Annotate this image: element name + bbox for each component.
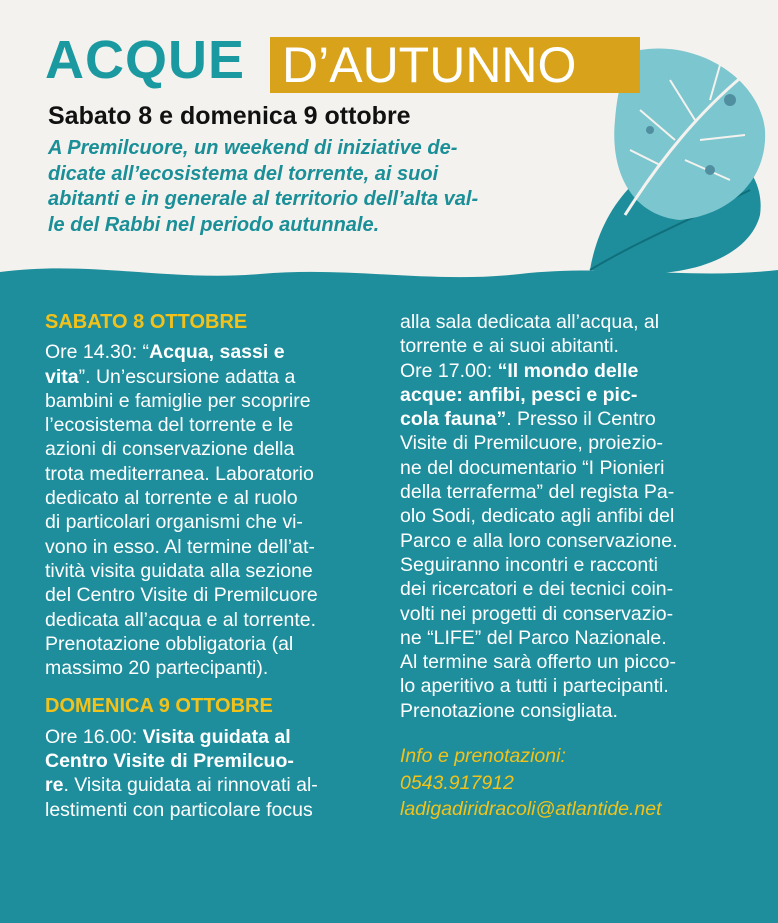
text-line: Al termine sarà offerto un picco-	[400, 651, 677, 674]
text-line: trota mediterranea. Laboratorio	[45, 462, 314, 485]
bold-span: vita	[45, 365, 79, 388]
bold-span: cola fauna”	[400, 408, 507, 431]
text-line: bambini e famiglie per scoprire	[45, 389, 311, 412]
text-line: ne “LIFE” del Parco Nazionale.	[400, 626, 667, 649]
text-line: vono in esso. Al termine dell’at-	[45, 535, 315, 558]
text-line	[45, 725, 380, 749]
text-line: di particolari organismi che vi-	[45, 511, 303, 534]
text-line: l’ecosistema del torrente e le	[45, 414, 294, 437]
text-line: Parco e alla loro conservazione.	[400, 529, 678, 552]
text-line: azioni di conservazione della	[45, 438, 295, 461]
text-line: ne del documentario “I Pionieri	[400, 456, 665, 479]
text-span: ”. Un’escursione adatta a	[78, 365, 296, 388]
text-line: alla sala dedicata all’acqua, al	[400, 311, 660, 333]
intro-paragraph	[48, 136, 568, 238]
text-line: della terraferma” del regista Pa-	[400, 481, 675, 504]
text-line: torrente e ai suoi abitanti.	[400, 335, 619, 358]
intro-line: A Premilcuore, un weekend di iniziative de-	[48, 137, 458, 159]
bold-span: Acqua, sassi e	[149, 341, 285, 364]
intro-line: le del Rabbi nel periodo autunnale.	[48, 213, 380, 236]
text-span: Ore 17.00:	[400, 359, 498, 382]
text-line: dedicato al torrente e al ruolo	[45, 487, 298, 510]
text-line: Prenotazione consigliata.	[400, 699, 618, 722]
left-column	[45, 310, 380, 822]
text-line: Seguiranno incontri e racconti	[400, 553, 658, 576]
saturday-heading: SABATO 8 OTTOBRE	[45, 311, 248, 333]
info-email[interactable]: ladigadiridracoli@atlantide.net	[400, 798, 662, 821]
info-block	[400, 743, 740, 823]
text-line: Centro Visite di Premilcuo-	[45, 750, 294, 773]
text-line	[45, 773, 380, 797]
text-line: dei ricercatori e dei tecnici coin-	[400, 578, 674, 601]
bold-span: Visita guidata al	[142, 725, 291, 748]
text-line: dedicata all’acqua e al torrente.	[45, 608, 317, 631]
event-dates: Sabato 8 e domenica 9 ottobre	[48, 102, 411, 130]
text-line: Prenotazione obbligatoria (al	[45, 632, 294, 655]
text-line: lo aperitivo a tutti i partecipanti.	[400, 675, 669, 698]
text-span: Ore 16.00:	[45, 725, 143, 748]
text-line	[45, 365, 380, 389]
text-line: del Centro Visite di Premilcuore	[45, 584, 318, 607]
bold-span: “Il mondo delle	[497, 359, 639, 382]
info-label: Info e prenotazioni:	[400, 745, 566, 768]
text-span: . Presso il Centro	[506, 408, 656, 431]
text-line: acque: anfibi, pesci e pic-	[400, 383, 638, 406]
text-span: Ore 14.30: “	[45, 341, 150, 364]
text-line: olo Sodi, dedicato agli anfibi del	[400, 505, 675, 528]
text-span: . Visita guidata ai rinnovati al-	[63, 774, 318, 797]
title-autunno: D’AUTUNNO	[270, 37, 640, 93]
right-column	[400, 310, 740, 823]
info-phone[interactable]: 0543.917912	[400, 771, 514, 794]
text-line	[400, 359, 740, 383]
text-line: lestimenti con particolare focus	[45, 798, 313, 821]
bold-span: re	[45, 774, 64, 797]
text-line	[45, 340, 380, 364]
text-line: massimo 20 partecipanti).	[45, 657, 269, 680]
intro-line: dicate all’ecosistema del torrente, ai suoi	[48, 162, 439, 185]
text-line	[400, 407, 740, 431]
title-acque: ACQUE	[45, 30, 246, 90]
text-line: Visite di Premilcuore, proiezio-	[400, 432, 663, 455]
intro-line: abitanti e in generale al territorio dell’alta val-	[48, 188, 479, 210]
text-line: volti nei progetti di conservazio-	[400, 602, 674, 625]
sunday-heading: DOMENICA 9 OTTOBRE	[45, 695, 273, 718]
text-line: tività visita guidata alla sezione	[45, 559, 313, 582]
